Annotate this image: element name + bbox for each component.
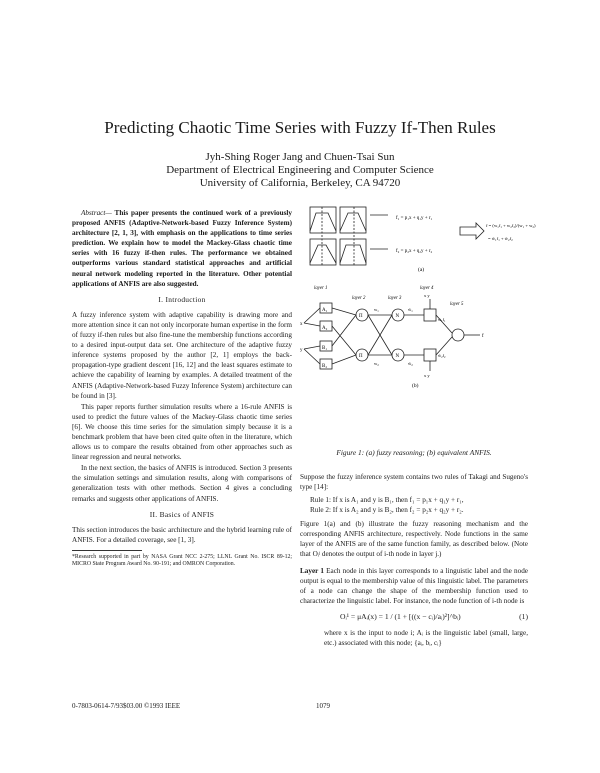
- abstract-label: Abstract—: [81, 209, 112, 217]
- rules-intro: Suppose the fuzzy inference system contains two rules of Takagi and Sugeno's type [14]:: [300, 473, 528, 492]
- output-w2-bar: w̄₂: [408, 361, 413, 366]
- output-f: f: [482, 334, 484, 339]
- equation-1-number: (1): [519, 611, 528, 621]
- output-wf1: w̄₁f₁: [438, 317, 446, 322]
- layer-5-label: layer 5: [450, 302, 464, 307]
- node-b2: B₂: [322, 364, 328, 369]
- abstract: [72, 208, 292, 289]
- affiliation-department: Department of Electrical Engineering and Computer Science: [166, 164, 434, 176]
- label-f-formula: f = (w₁f₁ + w₂f₂)/(w₁ + w₂): [486, 223, 536, 228]
- figure-1-caption: Figure 1: (a) fuzzy reasoning; (b) equivalent ANFIS.: [336, 448, 492, 457]
- left-column: [72, 208, 292, 568]
- output-wf2: w̄₂f₂: [438, 353, 446, 358]
- basics-paragraph-1: This section introduces the basic architecture and the hybrid learning rule of ANFIS. For a detailed coverage, see [1, 3].: [72, 525, 292, 544]
- layer-4-label: layer 4: [420, 286, 434, 291]
- paper-title: Predicting Chaotic Time Series with Fuzzy If-Then Rules: [104, 118, 496, 137]
- label-b: (b): [412, 383, 419, 389]
- footnote-rule: [72, 550, 142, 551]
- output-w1: w₁: [374, 307, 379, 312]
- layer-3-label: layer 3: [388, 296, 402, 301]
- label-f1: f₁ = p₁x + q₁y + r₁: [396, 216, 433, 221]
- rule-1: Rule 1: If x is A₁ and y is B₁, then f₁ = p₁x + q₁y + r₁,: [310, 496, 464, 505]
- layer-1-label: layer 1: [314, 286, 328, 291]
- label-a: (a): [418, 267, 425, 273]
- layer-1-heading: Layer 1: [300, 566, 324, 575]
- layer-2-label: layer 2: [352, 296, 366, 301]
- node-a2: A₂: [322, 326, 328, 331]
- equation-1: Oᵢ¹ = μAᵢ(x) = 1 / (1 + [((x − cᵢ)/aᵢ)²]^bᵢ): [340, 611, 461, 621]
- equation-row: [340, 612, 528, 622]
- page-number: 1079: [316, 702, 330, 710]
- input-y: y: [300, 348, 303, 353]
- layer-1-text: Each node in this layer corresponds to a linguistic label and the node output is equal to the membership value of this linguistic label. The parameters of a node can change the shape of the membership function used to characterize the linguistic label. For instance, the node function of i-th node is: [300, 566, 528, 605]
- node-n-1: N: [395, 314, 400, 319]
- figure-1b: [304, 299, 480, 371]
- rule-2: Rule 2: If x is A₂ and y is B₂, then f₂ = p₂x + q₂y + r₂.: [310, 506, 464, 515]
- layer-1-description: [300, 566, 528, 606]
- output-w1-bar: w̄₁: [408, 307, 413, 312]
- label-f2: f₂ = p₂x + q₂y + r₂: [396, 249, 433, 254]
- node-pi-1: Π: [359, 314, 363, 319]
- figure-description: Figure 1(a) and (b) illustrate the fuzzy reasoning mechanism and the corresponding ANFIS architecture, respectively. Node functions in the same layer of the ANFIS are of the same function family, as described below. (Note that Oᵢʲ denotes the output of i-th node in layer j.): [300, 520, 528, 559]
- section-1-heading: I. Introduction: [158, 294, 206, 304]
- copyright-line: 0-7803-0614-7/93$03.00 ©1993 IEEE: [72, 702, 181, 710]
- node-b1: B₁: [322, 346, 328, 351]
- node-n-2: N: [395, 354, 400, 359]
- authors: Jyh-Shing Roger Jang and Chuen-Tsai Sun: [205, 151, 395, 163]
- affiliation-university: University of California, Berkeley, CA 94720: [199, 177, 401, 189]
- right-column: [300, 472, 528, 649]
- intro-paragraph-2: This paper reports further simulation results where a 16-rule ANFIS is used to predict the future values of the Mackey-Glass chaotic time series [6]. We choose this time series for the simulation simply because it is a benchmark problem that have been cited quite often in the literature, which allows us to compare the results obtained from other approaches such as linear regression and neural networks.: [72, 402, 292, 462]
- footnote: *Research supported in part by NASA Grant NCC 2-275; LLNL Grant No. ISCR 89-12; MICRO State Program Award No. 90-191; and OMRON Corporation.: [72, 553, 292, 568]
- input-xy-top: x y: [424, 293, 430, 298]
- input-xy-bottom: x y: [424, 373, 430, 378]
- figure-1: [300, 205, 536, 455]
- after-equation-text: where x is the input to node i; Aᵢ is the linguistic label (small, large, etc.) associated with this node; {aᵢ, bᵢ, cᵢ}: [324, 629, 528, 648]
- input-x: x: [300, 322, 303, 327]
- label-f-formula-2: = w̄₁f₁ + w̄₂f₂: [488, 236, 513, 241]
- node-a1: A₁: [322, 308, 328, 313]
- abstract-text: This paper presents the continued work of a previously proposed ANFIS (Adaptive-Network-based Fuzzy Inference System) architecture [2, 1, 3], with emphasis on the applications to time series prediction. We explain how to model the Mackey-Glass chaotic time series with 16 fuzzy if-then rules. The performance we obtained outperforms various standard statistical approaches and artificial neural network modeling reported in the literature. Other potential applications of ANFIS are also suggested.: [72, 209, 292, 288]
- intro-paragraph-3: In the next section, the basics of ANFIS is introduced. Section 3 presents the simulation settings and simulation results, along with comparisons of generalization tests with other methods. Section 4 gives a concluding remarks and suggests other applications of ANFIS.: [72, 464, 292, 503]
- node-pi-2: Π: [359, 354, 363, 359]
- intro-paragraph-1: A fuzzy inference system with adaptive capability is drawing more and more attention since it can not only incorporate human expertise in the form of fuzzy if-then rules but also fine-tune the membership functions according to a desired input-output data set. One architecture of the adaptive fuzzy inference systems proposed by the author [2, 1] employs the back-propagation-type gradient descent [16, 12] and the least squares estimate to achieve the capability of learning by examples. A detailed treatment of the ANFIS (Adaptive-Network-based Fuzzy Inference System) architecture can be found in [3].: [72, 310, 292, 400]
- output-w2: w₂: [374, 361, 379, 366]
- section-2-heading: II. Basics of ANFIS: [149, 509, 215, 519]
